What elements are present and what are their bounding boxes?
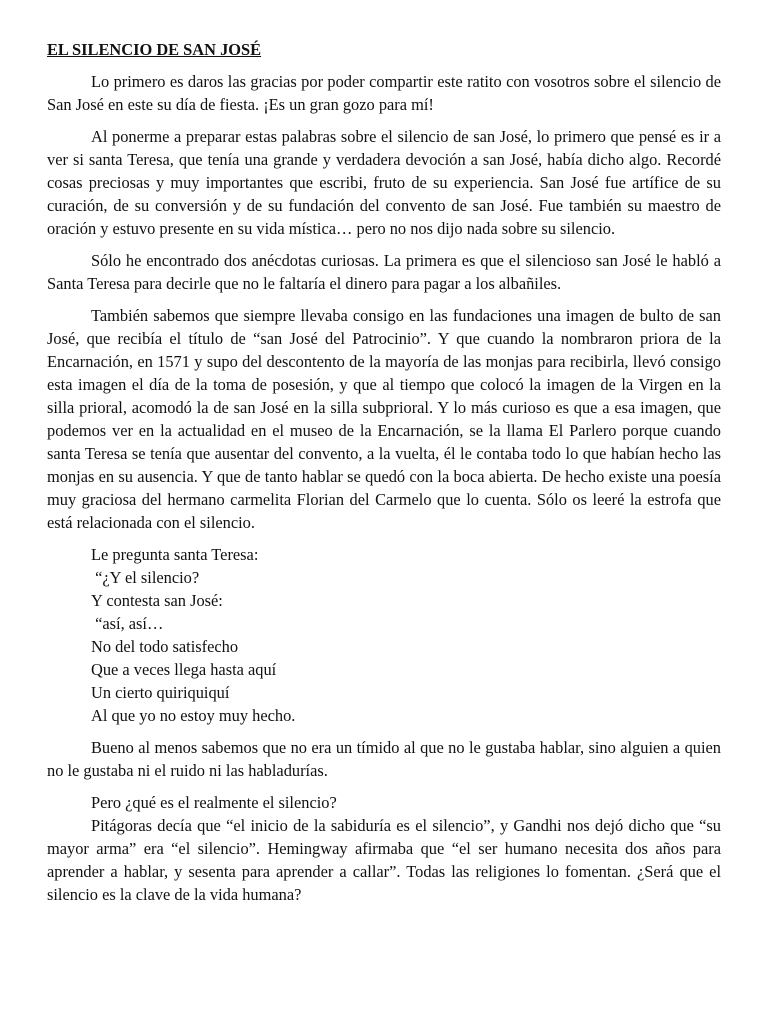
poem-line: “¿Y el silencio? [91, 568, 200, 587]
paragraph-question: Pero ¿qué es el realmente el silencio? [91, 793, 337, 812]
paragraph-anecdotes: Sólo he encontrado dos anécdotas curiosas. La primera es que el silencioso san José le habló a Santa Teresa para decirle que no le faltaría el dinero para pagar a los albañiles. [47, 251, 721, 293]
poem-line: No del todo satisfecho [91, 637, 239, 656]
poem-line: “así, así… [91, 614, 164, 633]
poem-stanza [91, 543, 721, 727]
poem-line: Al que yo no estoy muy hecho. [91, 706, 296, 725]
paragraph-el-parlero: También sabemos que siempre llevaba consigo en las fundaciones una imagen de bulto de san José, que recibía el título de “san José del Patrocinio”. Y que cuando la nombraron priora de la Encarnación, en 1571 y supo del descontento de la mayoría de las monjas para recibirla, llevó consigo esta imagen el día de la toma de posesión, y que al tiempo que colocó la imagen de la Virgen en la silla prioral, acomodó la de san José en la silla subprioral. Y lo más curioso es que a esa imagen, que podemos ver en la actualidad en el museo de la Encarnación, se la llama El Parlero porque cuando santa Teresa se tenía que ausentar del convento, a la vuelta, él le contaba todo lo que habían hecho las monjas en su ausencia. Y que de tanto hablar se quedó con la boca abierta. De hecho existe una poesía muy graciosa del hermano carmelita Florian del Carmelo que lo cuenta. Sólo os leeré la estrofa que está relacionada con el silencio. [47, 306, 721, 532]
poem-line: Un cierto quiriquiquí [91, 683, 230, 702]
paragraph-quotes: Pitágoras decía que “el inicio de la sabiduría es el silencio”, y Gandhi nos dejó dicho que “su mayor arma” era “el silencio”. Hemingway afirmaba que “el ser humano necesita dos años para aprender a hablar, y sesenta para aprender a callar”. Todas las religiones lo fomentan. ¿Será que el silencio es la clave de la vida humana? [47, 816, 721, 904]
document-title: EL SILENCIO DE SAN JOSÉ [47, 40, 262, 59]
poem-line: Y contesta san José: [91, 591, 223, 610]
document-page [47, 38, 721, 915]
poem-line: Que a veces llega hasta aquí [91, 660, 277, 679]
paragraph-not-timid: Bueno al menos sabemos que no era un tímido al que no le gustaba hablar, sino alguien a quien no le gustaba ni el ruido ni las habladurías. [47, 738, 721, 780]
poem-line: Le pregunta santa Teresa: [91, 545, 259, 564]
paragraph-santa-teresa: Al ponerme a preparar estas palabras sobre el silencio de san José, lo primero que pensé es ir a ver si santa Teresa, que tenía una grande y verdadera devoción a san José, había dicho algo. Recordé cosas preciosas y muy importantes que escribi, fruto de su experiencia. San José fue artífice de su curación, de su conversión y de su fundación del convento de san José. Fue también su maestro de oración y estuvo presente en su vida mística… pero no nos dijo nada sobre su silencio. [47, 127, 721, 238]
paragraph-intro: Lo primero es daros las gracias por poder compartir este ratito con vosotros sobre el silencio de San José en este su día de fiesta. ¡Es un gran gozo para mí! [47, 72, 721, 114]
